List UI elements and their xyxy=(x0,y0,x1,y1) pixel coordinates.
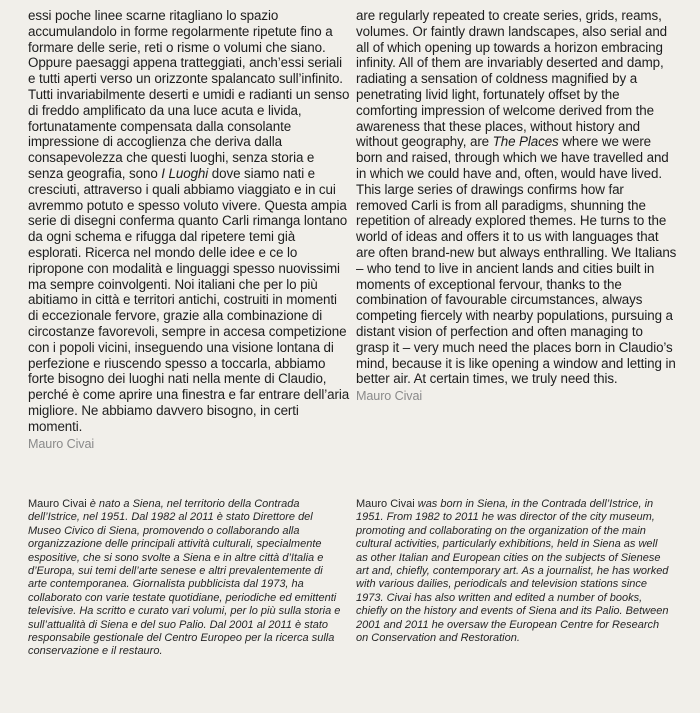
italian-text-title: I Luoghi xyxy=(161,165,209,181)
english-text-part-1: are regularly repeated to create series, grids, reams, volumes. Or faintly drawn landscapes, also serial and all of which opening up towards a horizon embracing infinity. All of them are invariably deserted and damp, radiating a sensation of coldness magnified by a penetrating livid light, fortunately offset by the comforting impression of welcome derived from the awareness that these places, without history and without geography, are xyxy=(356,8,668,150)
english-main-text xyxy=(356,8,678,405)
italian-bio xyxy=(28,498,343,659)
english-bio-name: Mauro Civai xyxy=(356,498,418,510)
english-bio-paragraph xyxy=(356,498,671,645)
italian-main-text xyxy=(28,8,350,452)
english-bio-text: was born in Siena, in the Contrada dell’Istrice, in 1951. From 1982 to 2011 he was director of the city museum, promoting and collaborating on the organization of the main cultural activities, particularly exhibitions, held in Siena as well as other Italian and European cities on the subjects of Sienese art and, chiefly, contemporary art. As a journalist, he has worked with various dailies, periodicals and television stations since 1973. Civai has also written and edited a number of books, chiefly on the history and events of Siena and its Palio. Between 2001 and 2011 he oversaw the European Centre for Research on Conservation and Restoration. xyxy=(356,498,669,645)
english-paragraph xyxy=(356,8,678,387)
italian-paragraph xyxy=(28,8,350,435)
italian-text-part-1: essi poche linee scarne ritagliano lo spazio accumulandolo in forme regolarmente ripetute fino a formare delle serie, reti o risme o volumi che siano. Oppure paesaggi appena tratteggiati, anch’essi seriali e tutti aperti verso un orizzonte spalancato sull’infinito. Tutti invariabilmente deserti e umidi e radianti un senso di freddo amplificato da una luce acuta e livida, fortunatamente compensata dalla consolante impressione di accoglienza che deriva dalla consapevolezza che questi luoghi, senza storia e senza geografia, sono xyxy=(28,8,350,181)
english-signature: Mauro Civai xyxy=(356,389,423,404)
italian-bio-paragraph xyxy=(28,498,343,659)
italian-bio-name: Mauro Civai xyxy=(28,498,90,510)
italian-bio-text: è nato a Siena, nel territorio della Contrada dell’Istrice, nel 1951. Dal 1982 al 2011 è stato Direttore del Museo Civico di Siena, promovendo o collaborando alla organizzazione delle principali attività culturali, specialmente espositive, che si sono svolte a Siena e in altre città d’Italia e d’Europa, sui temi dell’arte senese e altri prevalentemente di arte contemporanea. Giornalista pubblicista dal 1973, ha collaborato con varie testate quotidiane, periodiche ed emittenti televisive. Ha scritto e curato vari volumi, per lo più sulla storia e sull’attualità di Siena e del suo Palio. Dal 2001 al 2011 è stato responsabile gestionale del Centro Europeo per la ricerca sulla conservazione e il restauro. xyxy=(28,498,341,658)
italian-text-part-2: dove siamo nati e cresciuti, attraverso i quali abbiamo viaggiato e in cui avremmo potuto e spesso voluto vivere. Questa ampia serie di disegni conferma quanto Carli rimanga lontano da ogni schema e rifugga dal ripetere temi già esplorati. Ricerca nel mondo delle idee e ce lo ripropone con modalità e linguaggi spesso nuovissimi ma sempre coinvolgenti. Noi italiani che per lo più abitiamo in città e territori antichi, costruiti in momenti di eccezionale fervore, grazie alla combinazione di circostanze favorevoli, sempre in accesa competizione con i popoli vicini, inseguendo una visione lontana di perfezione e riuscendo spesso a toccarla, abbiamo forte bisogno dei luoghi nati nella mente di Claudio, perché è come aprire una finestra e far entrare dell’aria migliore. Ne abbiamo davvero bisogno, in certi momenti. xyxy=(28,165,350,434)
english-text-part-2: where we were born and raised, through which we have travelled and in which we could have and, often, would have lived. This large series of drawings confirms how far removed Carli is from all paradigms, shunning the repetition of already explored themes. He turns to the world of ideas and offers it to us with languages that are often brand-new but always enthralling. We Italians – who tend to live in ancient lands and cities built in moments of exceptional fervour, thanks to the combination of favourable circumstances, always competing fiercely with nearby populations, pursuing a distant vision of perfection and often managing to grasp it – very much need the places born in Claudio’s mind, because it is like opening a window and letting in better air. At certain times, we truly need this. xyxy=(356,134,677,387)
italian-signature: Mauro Civai xyxy=(28,436,95,451)
english-text-title: The Places xyxy=(492,134,559,150)
english-bio xyxy=(356,498,671,645)
